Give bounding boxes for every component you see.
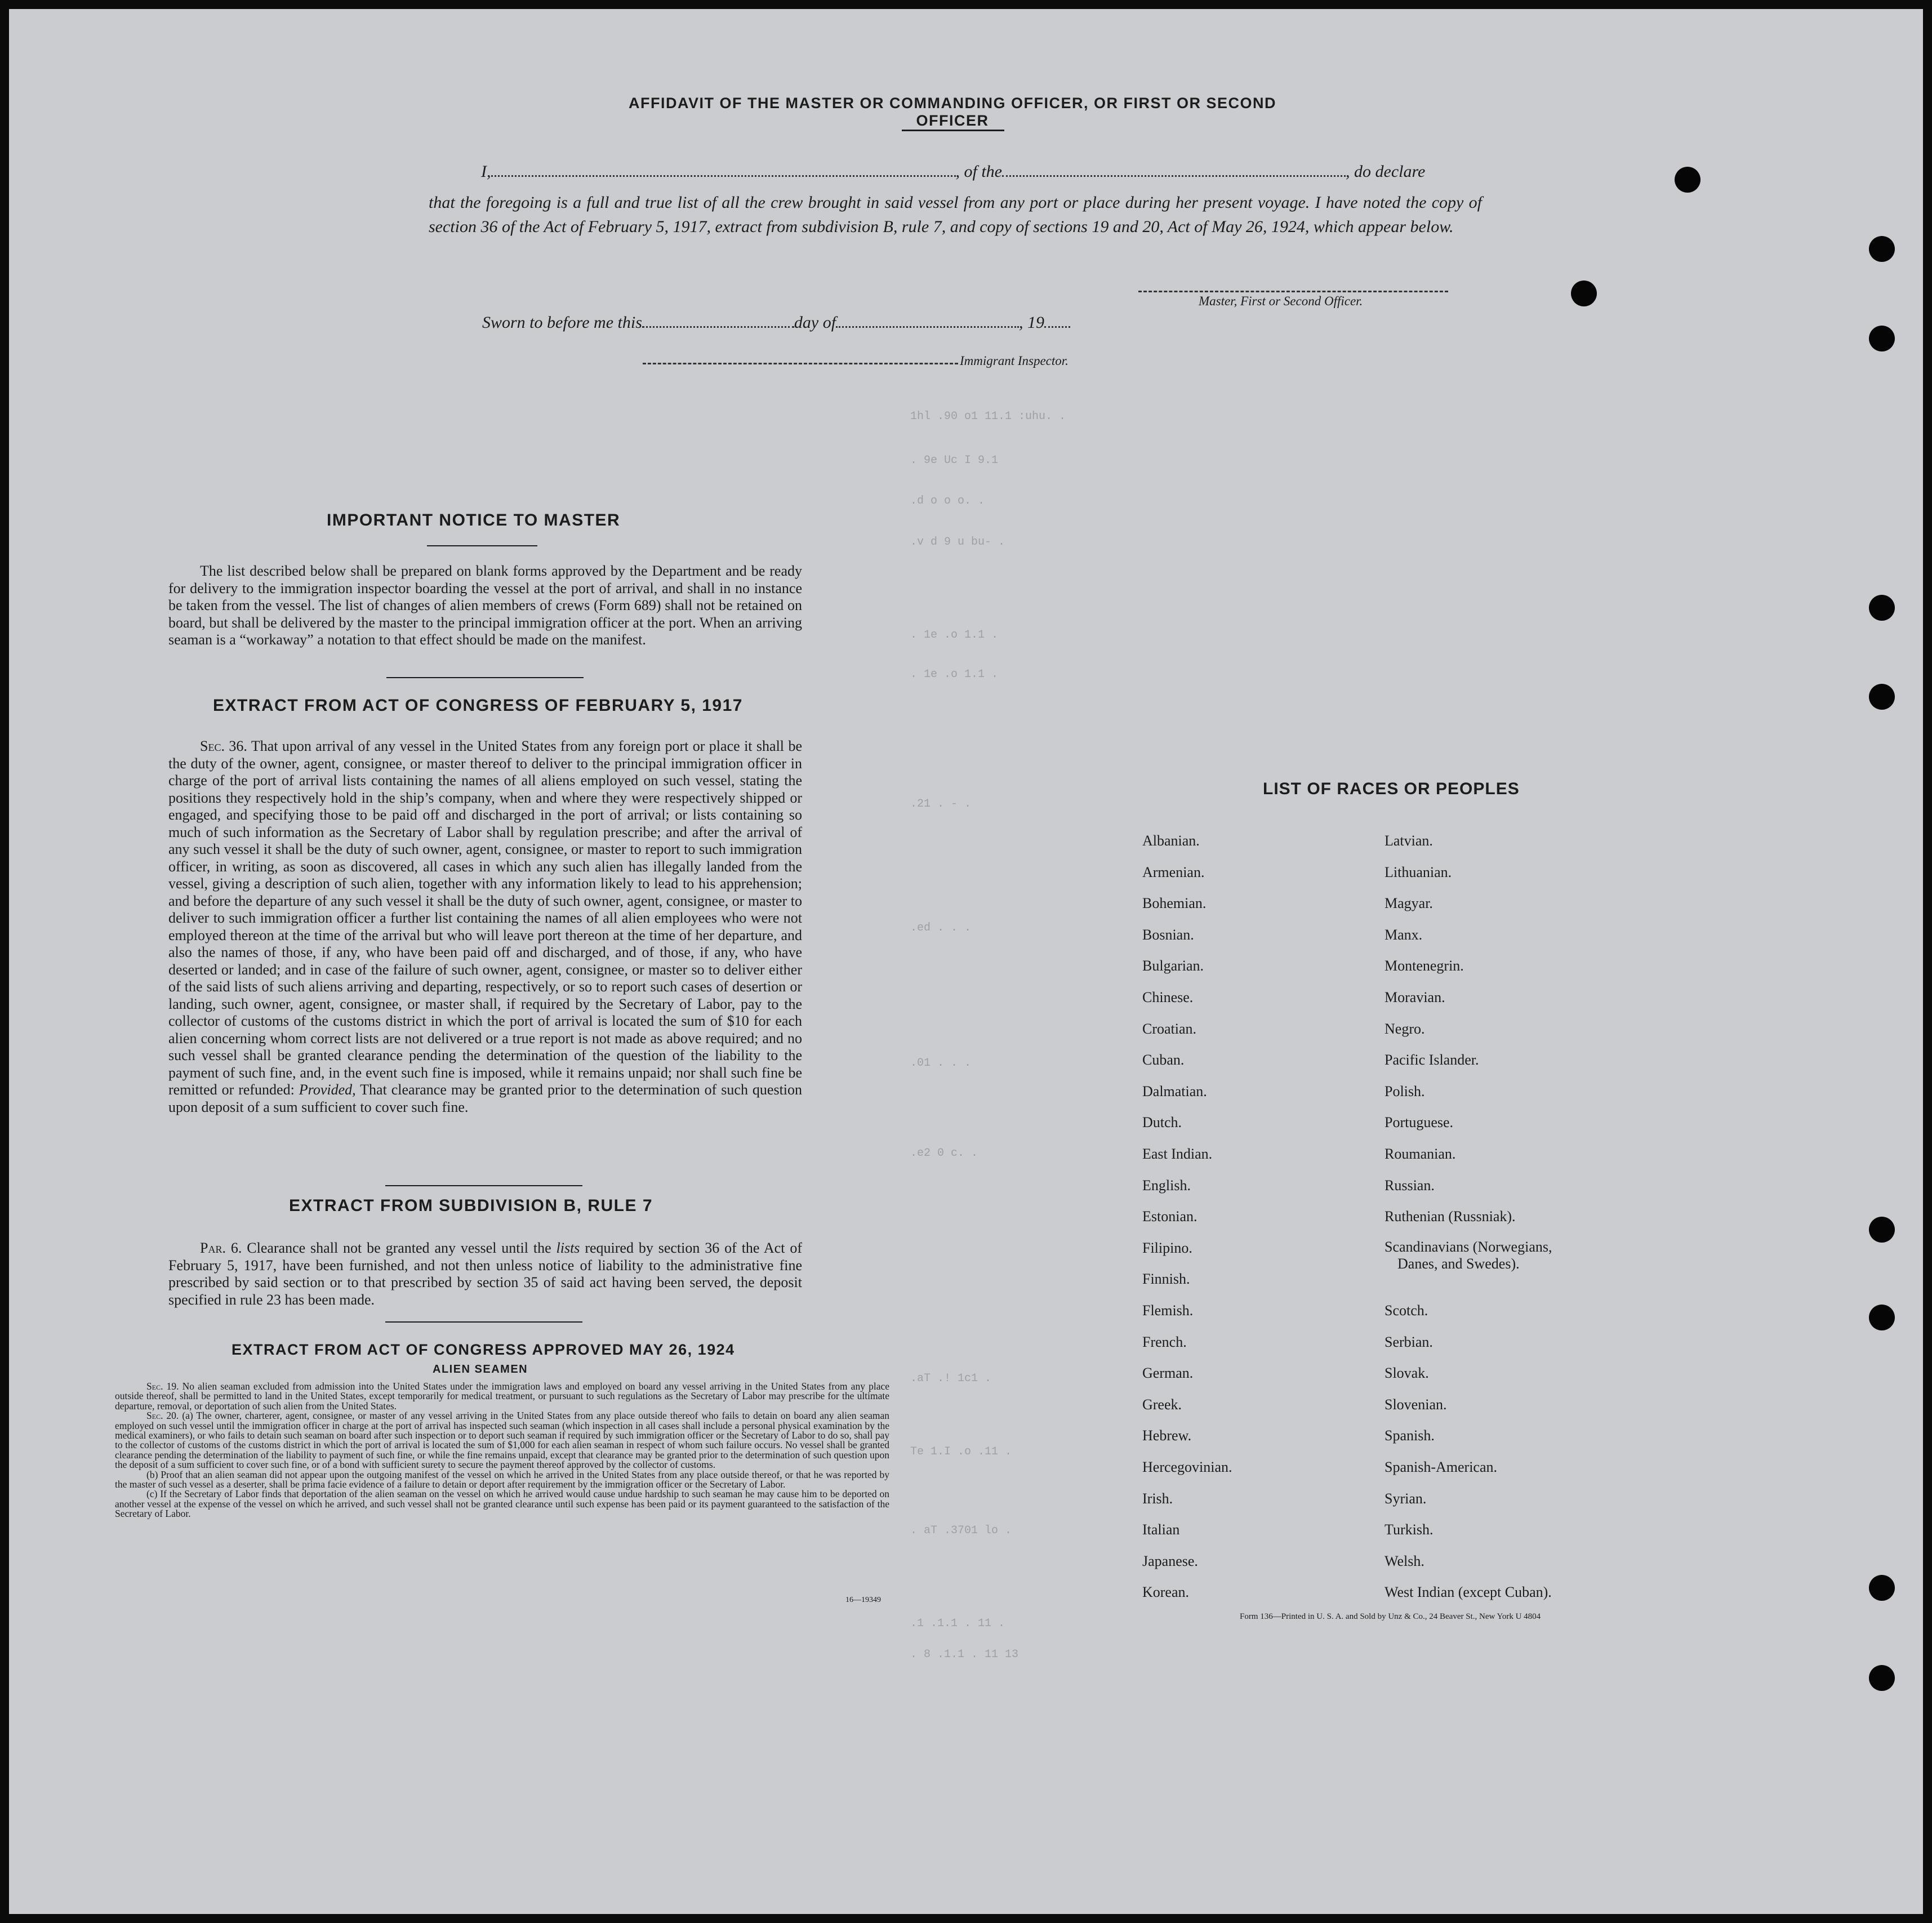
race-left-item: Dalmatian. [1142,1083,1207,1100]
print-number: 16—19349 [845,1596,881,1604]
provided-word: Provided, [299,1081,356,1098]
section-36-text-end: That clearance may be granted prior to the determination of such question upon deposit of a sum sufficient to cover such fine. [168,1081,803,1115]
race-left-item: Bohemian. [1142,895,1207,912]
extract-1924-title: EXTRACT FROM ACT OF CONGRESS APPROVED MAY 26, 1924 [232,1341,735,1358]
race-left-item: German. [1142,1365,1194,1382]
punch-hole [1869,1575,1895,1601]
race-right-item: Ruthenian (Russniak). [1385,1208,1516,1225]
section-20b-text: (b) Proof that an alien seaman did not appear upon the outgoing manifest of the vessel on which he arrived in the United States from any place outside thereof, or that he was reported by the master of such vessel as a deserter, shall be prima facie evidence of a failure to detain or deport after requirement by the immigration officer or the Secretary of Labor. [115,1468,889,1490]
affidavit-i: I, [481,162,491,181]
extract-1917-title: EXTRACT FROM ACT OF CONGRESS OF FEBRUARY 5, 1917 [213,696,743,715]
section-20c-text: (c) If the Secretary of Labor finds that deportation of the alien seaman on the vessel on which he arrived would cause undue hardship to such seaman he may cause him to be deported on another vessel at the expense of the vessel on which he arrived, and such vessel shall not be granted clearance until such expense has been paid or its payment guaranteed to the satisfaction of the Secretary of Labor. [115,1488,889,1520]
race-right-item: Slovak. [1385,1365,1429,1382]
race-left-item: Flemish. [1142,1302,1194,1319]
master-signature-line[interactable] [1138,291,1448,292]
affidavit-paragraph: that the foregoing is a full and true list of all the crew brought in said vessel from any port or place during her present voyage. I have noted the copy of section 36 of the Act of February 5, 1917, extract from subdivision B, rule 7, and copy of sections 19 and 20, Act of May 26, 1924, which appear below. [429,193,1482,236]
notice-title: IMPORTANT NOTICE TO MASTER [327,511,621,529]
race-left-item: East Indian. [1142,1146,1213,1162]
notice-text [168,563,802,649]
affidavit-title: AFFIDAVIT OF THE MASTER OR COMMANDING OFFICER, OR FIRST OR SECOND OFFICER [629,95,1276,129]
races-title: LIST OF RACES OR PEOPLES [1263,780,1520,798]
extract-1917-text [168,738,802,1116]
race-right-item: West Indian (except Cuban). [1385,1584,1552,1601]
race-left-item: Bulgarian. [1142,958,1204,974]
name-blank[interactable] [491,172,956,177]
document-page: AFFIDAVIT OF THE MASTER OR COMMANDING OFFICER, OR FIRST OR SECOND OFFICER I, , of the , do declare that the foregoing is a full and true list of all the crew brought in said vessel from any port or place during her present voyage. I have noted the copy of section 36 of the Act of February 5, 1917, extract from subdivision B, rule 7, and copy of sections 19 and 20, Act of May 26, 1924, which appear below. Master, First or Second Officer. Sworn to before me this day of , 19 Immigrant Inspector. IMPORTANT NOTICE TO MASTER The list described below shall be prepared on blank forms approved by the Department and be ready for delivery to the immigration inspector boarding the vessel at the port of arrival, and shall in no instance be taken from the vessel. The list of changes of alien members of crews (Form 689) shall not be retained on board, but shall be delivered by the master to the principal immigration officer at the port. When an arriving seaman is a “workaway” a notation to that effect should be made on the manifest. EXTRACT FROM ACT OF CONGRESS OF FEBRUARY 5, 1917 Sec. 36. That upon arrival of any vessel in the United States from any foreign port or place it shall be the duty of the owner, agent, consignee, or master thereof to deliver to the principal immigration officer in charge of the port of arrival lists containing the names of all aliens employed on such vessel, stating the positions they respectively hold in the ship’s company, when and where they were respectively shipped or engaged, and specifying those to be paid off and discharged in the port of arrival; or lists containing so much of such information as the Secretary of Labor shall by regulation prescribe; and after the arrival of any such vessel it shall be the duty of such owner, agent, consignee, or master to report to such immigration officer, in writing, as soon as discovered, all cases in which any such alien has illegally landed from the vessel, giving a description of such alien, together with any information likely to lead to his apprehension; and before the departure of any such vessel it shall be the duty of such owner, agent, consignee, or master to deliver to such immigration officer a further list containing the names of all alien employees who were not employed thereon at the time of the arrival but who will leave port thereon at the time of her departure, and also the names of those, if any, who have been paid off and discharged, and of those, if any, who have deserted or landed; and in case of the failure of such owner, agent, consignee, or master so to deliver either of the said lists of such aliens arriving and departing, respectively, or so to report such cases of desertion or landing, such owner, agent, consignee, or master shall, if required by the Secretary of Labor, pay to the collector of customs of the customs district in which the port of arrival is located the sum of $10 for each alien concerning whom correct lists are not delivered or a true report is not made as above required; and no such vessel shall be granted clearance pending the determination of the question of the liability to the payment of such fine, and, in the event such fine is imposed, while it remains unpaid; nor shall such fine be remitted or refunded: Provided, That clearance may be granted prior to the determination of such question upon deposit of a sum sufficient to cover such fine. EXTRACT FROM SUBDIVISION B, RULE 7 Par. 6. Clearance shall not be granted any vessel until the lists required by section 36 of the Act of February 5, 1917, have been furnished, and not then unless notice of liability to the administrative fine prescribed by said section or to that prescribed by section 35 of said act having been served, the deposit specified in rule 23 has been made. EXTRACT FROM ACT OF CONGRESS APPROVED MAY 26, 1924 ALIEN SEAMEN Sec. 19. No alien seaman excluded from admission into the United States under the immigration laws and employed on board any vessel arriving in the United States from any place outside thereof, shall be permitted to land in the United States, except temporarily for medical treatment, or pursuant to such regulations as the Secretary of Labor may prescribe for the ultimate departure, removal, or deportation of such alien from the United States. Sec. 20. (a) The owner, charterer, agent, consignee, or master of any vessel arriving in the United States from any place outside thereof who fails to detain on board any alien seaman employed on such vessel until the immigration officer in charge at the port of arrival has inspected such seaman (which inspection in all cases shall include a personal physical examination by the medical examiners), or who fails to detain such seaman on board after such inspection or to deport such seaman if required by such immigration officer or the Secretary of Labor to do so, shall pay to the collector of customs of the customs district in which the port of arrival is located the sum of $1,000 for each alien seaman in respect of whom such failure occurs. No vessel shall be granted clearance pending the determination of the liability to payment of such fine, or while the fine remains unpaid, except that clearance may be granted prior to the determination of such question upon the deposit of a sum sufficient to cover such fine, or of a bond with sufficient surety to secure the payment thereof approved by the collector of customs. (b) Proof that an alien seaman did not appear upon the outgoing manifest of the vessel on which he arrived in the United States from any place outside thereof, or that he was reported by the master of such vessel as a deserter, shall be prima facie evidence of a failure to detain or deport after requirement by the immigration officer or the Secretary of Labor. (c) If the Secretary of Labor finds that deportation of the alien seaman on the vessel on which he arrived would cause undue hardship to such seaman he may cause him to be deported on another vessel at the expense of the vessel on which he arrived, and such vessel shall not be granted clearance until such expense has been paid or its payment guaranteed to the satisfaction of the Secretary of Labor. 16—19349 1hl .90 o1 11.1 :uhu. . . 9e Uc I 9.1 .d o o o. . .v d 9 u bu- . . 1e .o 1.1 . . 1e .o 1.1 . .21 . - . .ed . . . .01 . . . .e2 0 c. . .aT .! 1c1 . Te 1.I .o .11 . . aT .3701 lo . .1 .1.1 . 11 . . 8 .1.1 . 11 13 LIST OF RACES OR PEOPLES Form 136—Printed in U. S. A. and Sold by Unz & Co., 24 Beaver St., New York U 4804 Albanian. Armenian. Bohemian. Bosnian. Bulgarian. Chinese. Croatian. Cuban. Dalmatian. Dutch. East Indian. English. Estonian. Filipino. Finnish. Flemish. French. German. Greek. Hebrew. Hercegovinian. Irish. Italian Japanese. Korean. Latvian. Lithuanian. Magyar. Manx. Montenegrin. Moravian. Negro. Pacific Islander. Polish. Portuguese. Roumanian. Russian. Ruthenian (Russniak). Scandinavians (Norwegians, Danes, and Swedes). Scotch. Serbian. Slovak. Slovenian. Spanish. Spanish-American. Syrian. Turkish. Welsh. West Indian (except Cuban). [9,9,1923,1914]
race-right-item: Russian. [1385,1177,1435,1194]
divider [385,1185,582,1186]
affidavit-line-1 [481,162,1425,181]
rule-7-text-a: Clearance shall not be granted any vessel until the [247,1240,551,1256]
race-left-item: Albanian. [1142,833,1200,849]
divider [902,130,1004,131]
vessel-blank[interactable] [1002,172,1346,177]
race-left-item: Filipino. [1142,1239,1192,1256]
race-right-item: Turkish. [1385,1521,1434,1538]
master-signature-label: Master, First or Second Officer. [1199,294,1363,308]
race-right-item: Scotch. [1385,1302,1428,1319]
rule-7-title: EXTRACT FROM SUBDIVISION B, RULE 7 [289,1196,653,1215]
race-left-item: Estonian. [1142,1208,1198,1225]
punch-hole [1869,326,1895,351]
race-right-item: Polish. [1385,1083,1425,1100]
race-left-item: Irish. [1142,1490,1173,1507]
race-left-item: Armenian. [1142,863,1205,880]
race-left-item: Hercegovinian. [1142,1459,1232,1475]
race-right-item: Welsh. [1385,1552,1424,1569]
race-left-item: Hebrew. [1142,1427,1192,1444]
inspector-signature-line[interactable] [643,363,958,364]
punch-hole [1675,167,1700,193]
race-right-item: Negro. [1385,1020,1425,1037]
punch-hole [1869,1305,1895,1330]
race-left-item: Italian [1142,1521,1180,1538]
race-left-item: Croatian. [1142,1020,1197,1037]
race-right-item: Manx. [1385,926,1423,943]
punch-hole [1571,281,1597,306]
affidavit-of-the: , of the [955,162,1002,181]
race-right-item: Danes, and Swedes). [1397,1255,1520,1272]
race-left-item: Finnish. [1142,1271,1190,1288]
sworn-line [482,313,1070,332]
section-36-label: Sec. 36. [200,738,247,754]
section-20-label: Sec. 20. [146,1410,179,1422]
race-left-item: Cuban. [1142,1052,1185,1069]
race-right-item: Spanish. [1385,1427,1435,1444]
race-right-item: Lithuanian. [1385,863,1452,880]
punch-hole [1869,236,1895,262]
section-19-text: No alien seaman excluded from admission into the United States under the immigration laws and employed on board any vessel arriving in the United States from any place outside thereof, shall be permitted to land in the United States, except temporarily for medical treatment, or pursuant to such regulations as the Secretary of Labor may prescribe for the ultimate departure, removal, or deportation of such alien from the United States. [115,1381,890,1412]
race-right-item: Latvian. [1385,833,1433,849]
race-right-item: Scandinavians (Norwegians, [1385,1238,1552,1255]
divider [427,545,537,546]
race-left-item: Chinese. [1142,989,1194,1005]
race-right-item: Pacific Islander. [1385,1052,1479,1069]
section-36-text: That upon arrival of any vessel in the United States from any foreign port or place it shall be the duty of the owner, agent, consignee, or master thereof to deliver to the principal immigration officer in charge of the port of arrival lists containing the names of all aliens employed on such vessel, stating the positions they respectively hold in the ship’s company, when and where they were respectively shipped or engaged, and specifying those to be paid off and discharged in the port of arrival; or lists containing so much of such information as the Secretary of Labor shall by regulation prescribe; and after the arrival of any such vessel it shall be the duty of such owner, agent, consignee, or master to report to such immigration officer, in writing, as soon as discovered, all cases in which any such alien has illegally landed from the vessel, giving a description of such alien, together with any information likely to lead to his apprehension; and before the departure of any such vessel it shall be the duty of such owner, agent, consignee, or master to deliver to such immigration officer a further list containing the names of all alien employees who were not employed thereon at the time of the arrival but who will leave port thereon at the time of her departure, and also the names of those, if any, who have been paid off and discharged, and of those, if any, who have deserted or landed; and in case of the failure of such owner, agent, consignee, or master so to deliver either of the said lists of such aliens arriving and departing, respectively, or so to report such cases of desertion or landing, such owner, agent, consignee, or master shall, if required by the Secretary of Labor, pay to the collector of customs of the customs district in which the port of arrival is located the sum of $10 for each alien concerning whom correct lists are not delivered or a true report is not made as above required; and no such vessel shall be granted clearance pending the determination of the question of the liability to the payment of such fine, and, in the event such fine is imposed, while it remains unpaid; nor shall such fine be remitted or refunded: [168,738,802,1098]
race-left-item: Korean. [1142,1584,1190,1601]
race-right-item: Roumanian. [1385,1146,1456,1162]
race-right-item: Portuguese. [1385,1114,1454,1131]
lists-word: lists [556,1240,580,1256]
section-20a-text: (a) The owner, charterer, agent, consignee, or master of any vessel arriving in the United States from any place outside thereof who fails to detain on board any alien seaman employed on such vessel until the immigration officer in charge at the port of arrival has inspected such seaman (which inspection in all cases shall include a personal physical examination by the medical examiners), or who fails to detain such seaman on board after such inspection or to deport such seaman if required by such immigration officer or the Secretary of Labor to do so, shall pay to the collector of customs of the customs district in which the port of arrival is located the sum of $1,000 for each alien seaman in respect of whom such failure occurs. No vessel shall be granted clearance pending the determination of the liability to payment of such fine, or while the fine remains unpaid, except that clearance may be granted prior to the determination of such question upon the deposit of a sum sufficient to cover such fine, or of a bond with sufficient surety to secure the payment thereof approved by the collector of customs. [115,1410,889,1471]
day-of-text: day of [794,313,836,332]
rule-7-text [168,1240,802,1308]
punch-hole [1869,684,1895,710]
paragraph-6-label: Par. 6. [200,1240,242,1256]
race-left-item: French. [1142,1333,1187,1350]
race-left-item: Dutch. [1142,1114,1182,1131]
race-right-item: Spanish-American. [1385,1459,1498,1475]
race-right-item: Serbian. [1385,1333,1433,1350]
inspector-signature-label: Immigrant Inspector. [960,354,1069,368]
sworn-text: Sworn to before me this [482,313,642,332]
month-blank[interactable] [836,323,1019,328]
year-prefix: , 19 [1019,313,1045,332]
rule-7-text-b: required by section 36 of the Act of February 5, 1917, have been furnished, and not then unless notice of liability to the administrative fine prescribed by said section or to that prescribed by section 35 of said act having been served, the deposit specified in rule 23 has been made. [168,1240,802,1308]
race-left-item: English. [1142,1177,1191,1194]
race-left-item: Greek. [1142,1396,1182,1413]
race-left-item: Bosnian. [1142,926,1194,943]
extract-1924-text [115,1382,889,1519]
race-left-item: Japanese. [1142,1552,1198,1569]
race-right-item: Syrian. [1385,1490,1427,1507]
punch-hole [1869,1217,1895,1243]
punch-hole [1869,595,1895,621]
year-blank[interactable] [1044,323,1070,328]
divider [385,1321,582,1323]
notice-paragraph: The list described below shall be prepared on blank forms approved by the Department and be ready for delivery to the immigration inspector boarding the vessel at the port of arrival, and shall in no instance be taken from the vessel. The list of changes of alien members of crews (Form 689) shall not be retained on board, but shall be delivered by the master to the principal immigration officer at the port. When an arriving seaman is a “workaway” a notation to that effect should be made on the manifest. [168,563,802,648]
alien-seamen-subtitle: ALIEN SEAMEN [433,1363,528,1376]
punch-hole [1869,1665,1895,1691]
affidavit-declare: , do declare [1346,162,1426,181]
race-right-item: Slovenian. [1385,1396,1447,1413]
race-right-item: Magyar. [1385,895,1433,912]
divider [386,677,584,678]
section-19-label: Sec. 19. [146,1381,179,1392]
form-printer-note: Form 136—Printed in U. S. A. and Sold by Unz & Co., 24 Beaver St., New York U 4804 [1240,1612,1541,1621]
race-right-item: Moravian. [1385,989,1445,1005]
day-blank[interactable] [642,323,794,328]
race-right-item: Montenegrin. [1385,958,1464,974]
